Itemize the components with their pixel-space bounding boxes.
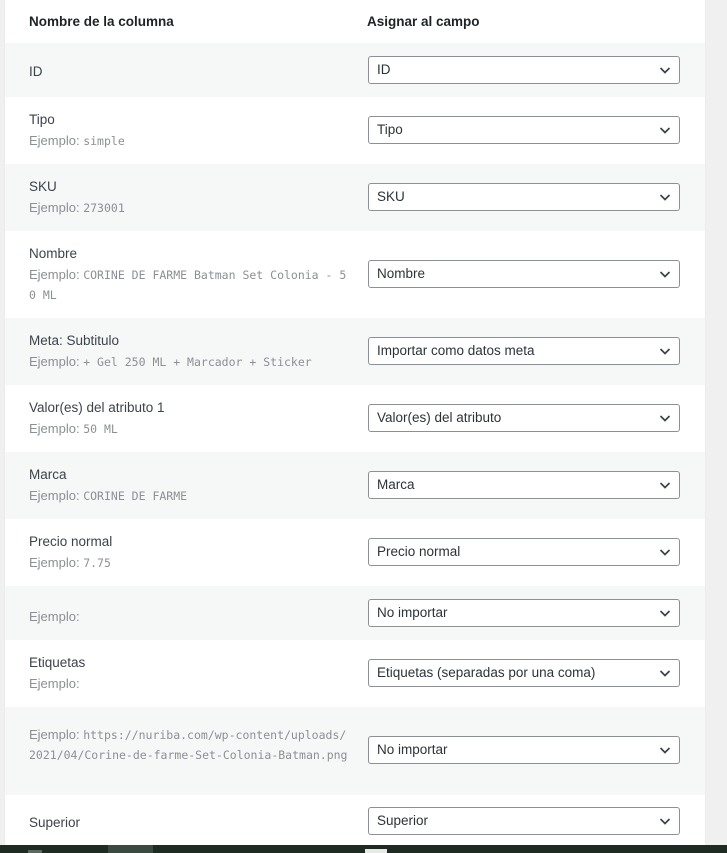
map-field-select-precio-normal[interactable] xyxy=(368,538,680,566)
map-field-select-tipo[interactable] xyxy=(368,116,680,144)
select-value: Nombre xyxy=(377,266,426,281)
chevron-down-icon xyxy=(659,345,671,357)
chevron-down-icon xyxy=(659,744,671,756)
table-row xyxy=(5,97,705,164)
chevron-down-icon xyxy=(659,607,671,619)
table-header xyxy=(5,0,705,43)
chevron-down-icon xyxy=(659,124,671,136)
column-name: SKU xyxy=(29,179,57,194)
example-label: Ejemplo: xyxy=(29,609,80,624)
column-name: Precio normal xyxy=(29,534,113,549)
example-label: Ejemplo: xyxy=(29,200,80,215)
column-example xyxy=(29,352,349,372)
column-example xyxy=(29,725,349,765)
column-info xyxy=(29,332,349,372)
column-name: Marca xyxy=(29,467,67,482)
column-name: Valor(es) del atributo 1 xyxy=(29,400,165,415)
map-field-select-sku[interactable] xyxy=(368,183,680,211)
map-field-select-valor-es-del-atributo[interactable] xyxy=(368,404,680,432)
chevron-down-icon xyxy=(659,64,671,76)
map-field-select-importar-como-datos-meta[interactable] xyxy=(368,337,680,365)
chevron-down-icon xyxy=(659,546,671,558)
column-info xyxy=(29,533,349,573)
column-name: ID xyxy=(29,64,43,79)
map-to-field-header: Asignar al campo xyxy=(367,14,480,29)
table-row xyxy=(5,318,705,385)
column-info xyxy=(29,466,349,506)
taskbar xyxy=(0,845,727,853)
column-example xyxy=(29,198,349,218)
table-row xyxy=(5,231,705,318)
example-value: 7.75 xyxy=(83,556,111,570)
map-field-select-id[interactable] xyxy=(368,56,680,84)
chevron-down-icon xyxy=(659,268,671,280)
chevron-down-icon xyxy=(659,191,671,203)
column-example xyxy=(29,265,349,305)
example-value: 50 ML xyxy=(83,422,118,436)
taskbar-app-icon[interactable] xyxy=(108,845,153,853)
chevron-down-icon xyxy=(659,667,671,679)
example-value: https://nuriba.com/wp-content/uploads/2021/04/Corine-de-farme-Set-Colonia-Batman.png xyxy=(29,728,348,762)
select-value: ID xyxy=(377,62,391,77)
table-row xyxy=(5,385,705,452)
chevron-down-icon xyxy=(659,815,671,827)
taskbar-window-icon[interactable] xyxy=(365,849,387,853)
column-example xyxy=(29,131,349,151)
select-value: Valor(es) del atributo xyxy=(377,410,502,425)
map-field-select-etiquetas-separadas-por-una-coma[interactable] xyxy=(368,659,680,687)
column-name: Meta: Subtitulo xyxy=(29,333,120,348)
column-name-header: Nombre de la columna xyxy=(29,14,174,29)
chevron-down-icon xyxy=(659,479,671,491)
select-value: No importar xyxy=(377,605,448,620)
column-info xyxy=(29,723,349,765)
column-info xyxy=(29,111,349,151)
select-value: SKU xyxy=(377,189,405,204)
example-label: Ejemplo: xyxy=(29,421,80,436)
table-row xyxy=(5,519,705,586)
table-row xyxy=(5,452,705,519)
select-value: Tipo xyxy=(377,122,403,137)
column-info xyxy=(29,605,349,627)
column-info xyxy=(29,245,349,305)
column-example xyxy=(29,607,349,627)
example-value: 273001 xyxy=(83,201,125,215)
column-name: Superior xyxy=(29,815,81,830)
example-label: Ejemplo: xyxy=(29,727,80,742)
column-info xyxy=(29,654,349,694)
select-value: Importar como datos meta xyxy=(377,343,535,358)
example-value: simple xyxy=(83,134,125,148)
map-field-select-no-importar[interactable] xyxy=(368,599,680,627)
example-label: Ejemplo: xyxy=(29,676,80,691)
map-field-select-marca[interactable] xyxy=(368,471,680,499)
table-row xyxy=(5,640,705,707)
column-name: Etiquetas xyxy=(29,655,86,670)
column-info xyxy=(29,399,349,439)
select-value: Etiquetas (separadas por una coma) xyxy=(377,665,596,680)
map-field-select-nombre[interactable] xyxy=(368,260,680,288)
column-example xyxy=(29,419,349,439)
chevron-down-icon xyxy=(659,412,671,424)
example-value: CORINE DE FARME xyxy=(83,489,188,503)
select-value: Precio normal xyxy=(377,544,461,559)
example-value: CORINE DE FARME Batman Set Colonia - 50 ML xyxy=(29,268,347,302)
example-label: Ejemplo: xyxy=(29,133,80,148)
column-info xyxy=(29,814,349,832)
column-example xyxy=(29,674,349,694)
table-row xyxy=(5,586,705,640)
column-example xyxy=(29,553,349,573)
column-info xyxy=(29,63,349,81)
example-label: Ejemplo: xyxy=(29,267,80,282)
table-row xyxy=(5,795,705,845)
column-mapping-table xyxy=(5,0,705,845)
column-info xyxy=(29,178,349,218)
example-label: Ejemplo: xyxy=(29,354,80,369)
column-name: Nombre xyxy=(29,246,78,261)
column-name: Tipo xyxy=(29,112,55,127)
map-field-select-no-importar[interactable] xyxy=(368,736,680,764)
select-value: Superior xyxy=(377,813,429,828)
table-row xyxy=(5,43,705,97)
table-row xyxy=(5,164,705,231)
table-row xyxy=(5,707,705,795)
example-label: Ejemplo: xyxy=(29,488,80,503)
example-value: + Gel 250 ML + Marcador + Sticker xyxy=(83,355,312,369)
select-value: Marca xyxy=(377,477,415,492)
column-example xyxy=(29,486,349,506)
select-value: No importar xyxy=(377,742,448,757)
map-field-select-superior[interactable] xyxy=(368,807,680,835)
example-label: Ejemplo: xyxy=(29,555,80,570)
